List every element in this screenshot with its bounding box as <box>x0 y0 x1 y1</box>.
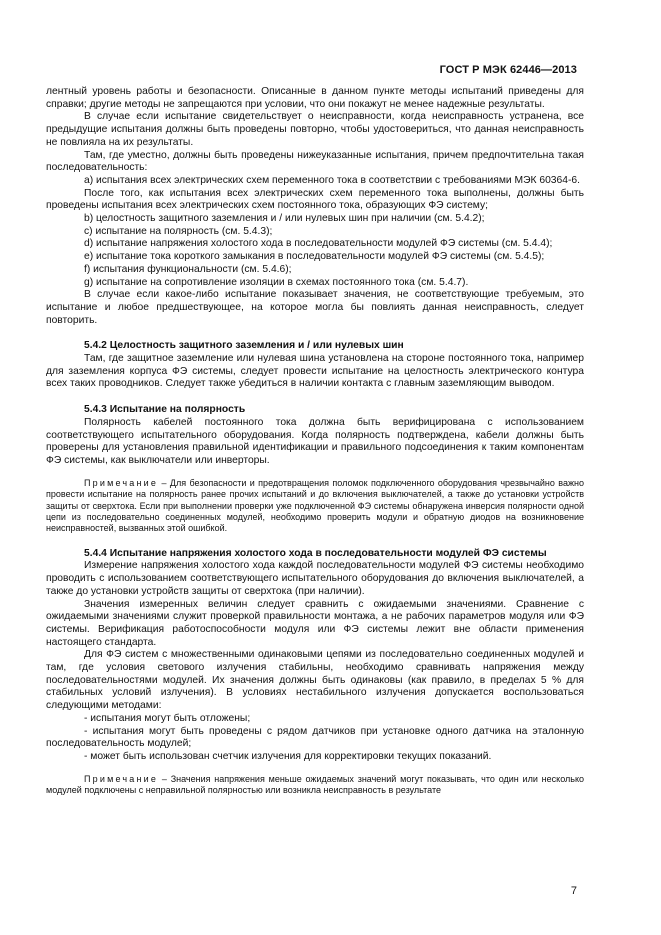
list-item: b) целостность защитного заземления и / или нулевых шин при наличии (см. 5.4.2); <box>84 213 485 225</box>
note-label: Примечание <box>84 477 159 488</box>
note-label: Примечание <box>84 773 159 784</box>
body-paragraph: В случае если какое-либо испытание показывает значения, не соответствующие требуемым, это испытание и любое предшествующее, на которое могла бы повлиять данная неисправность, следует повторить. <box>46 289 584 326</box>
body-paragraph: Значения измеренных величин следует сравнить с ожидаемыми значениями. Сравнение с ожидаемыми значениями служит проверкой правильности монтажа, а не рабочих параметров модуля или ФЭ системы. Верификация работоспособности модуля или ФЭ системы лежит вне области применения настоящего стандарта. <box>46 598 584 648</box>
list-item: e) испытание тока короткого замыкания в последовательности модулей ФЭ системы (см. 5.4.5); <box>84 251 545 263</box>
body-paragraph: В случае если испытание свидетельствует о неисправности, когда неисправность устранена, все предыдущие испытания должны быть проведены повторно, чтобы удостовериться, что данная неисправность не повлияла на их результаты. <box>46 111 584 148</box>
page-number: 7 <box>570 885 577 897</box>
body-paragraph: Для ФЭ систем с множественными одинаковыми цепями из последовательно соединенных модулей и там, где условия светового излучения стабильны, необходимо сравнивать напряжения между последовательностями модулей. Их значения должны быть одинаковы (как правило, в пределах 5 % для стабильных условий излучения). В условиях нестабильного излучения допускается воспользоваться следующими методами: <box>46 649 584 712</box>
page-body <box>46 86 584 806</box>
section-heading: 5.4.3 Испытание на полярность <box>84 404 246 416</box>
note-block <box>46 774 584 797</box>
section-heading: 5.4.2 Целостность защитного заземления и / или нулевых шин <box>84 340 404 352</box>
body-paragraph: Полярность кабелей постоянного тока должна быть верифицирована с использованием соответствующего испытательного оборудования. Когда полярность подтверждена, кабели должны быть проверены для установления правильной идентификации и правильного подсоединения к таким компонентам ФЭ системы, как выключатели или инверторы. <box>46 416 584 466</box>
body-paragraph: Измерение напряжения холостого хода каждой последовательности модулей ФЭ системы необходимо проводить с использованием соответствующего испытательного оборудования до включения выключателей, а также до установки устройств защиты от сверхтока (при наличии). <box>46 560 584 597</box>
body-paragraph: Там, где защитное заземление или нулевая шина установлена на стороне постоянного тока, например для заземления корпуса ФЭ системы, следует провести испытание на целостность электрического контура всех таких проводников. Следует также убедиться в наличии контакта с главным заземляющим выводом. <box>46 353 584 390</box>
list-item: - испытания могут быть отложены; <box>84 712 251 724</box>
list-item: f) испытания функциональности (см. 5.4.6); <box>84 263 292 275</box>
list-item: - испытания могут быть проведены с рядом датчиков при установке одного датчика на эталонную последовательность модулей; <box>46 725 584 750</box>
list-item: - может быть использован счетчик излучения для корректировки текущих показаний. <box>84 750 492 762</box>
list-item: g) испытание на сопротивление изоляции в схемах постоянного тока (см. 5.4.7). <box>84 276 469 288</box>
standard-header: ГОСТ Р МЭК 62446—2013 <box>439 64 577 76</box>
note-block <box>46 478 584 535</box>
list-item: a) испытания всех электрических схем переменного тока в соответствии с требованиями МЭК 60364-6. <box>84 174 580 186</box>
list-item: d) испытание напряжения холостого хода в последовательности модулей ФЭ системы (см. 5.4.4); <box>84 238 553 250</box>
note-text: – Значения напряжения меньше ожидаемых значений могут показывать, что один или несколько модулей подключены с неправильной полярностью или возникла неисправность в результате <box>46 773 584 796</box>
section-heading: 5.4.4 Испытание напряжения холостого хода в последовательности модулей ФЭ системы <box>84 547 547 559</box>
body-paragraph: После того, как испытания всех электрических схем переменного тока выполнены, должны быть проведены испытания всех электрических схем постоянного тока, образующих ФЭ систему; <box>46 187 584 212</box>
list-item: c) испытание на полярность (см. 5.4.3); <box>84 225 273 237</box>
body-paragraph: Там, где уместно, должны быть проведены нижеуказанные испытания, причем предпочтительна такая последовательность: <box>46 149 584 174</box>
body-paragraph: лентный уровень работы и безопасности. Описанные в данном пункте методы испытаний приведены для справки; другие методы не запрещаются при условии, что они покажут не менее надежные результаты. <box>46 86 584 110</box>
note-text: – Для безопасности и предотвращения поломок подключенного оборудования чрезвычайно важно провести испытание на полярность ранее прочих испытаний и до включения выключателей, а также до установки устройств защиты от сверхтока. Если при выполнении проверки уже подключенной ФЭ системы обнаружена инверсия полярности одной цепи из последовательно соединенных модулей, необходимо проверить модули и обратную диодов на возникновение неисправностей, вызванных этой ошибкой. <box>46 477 584 534</box>
